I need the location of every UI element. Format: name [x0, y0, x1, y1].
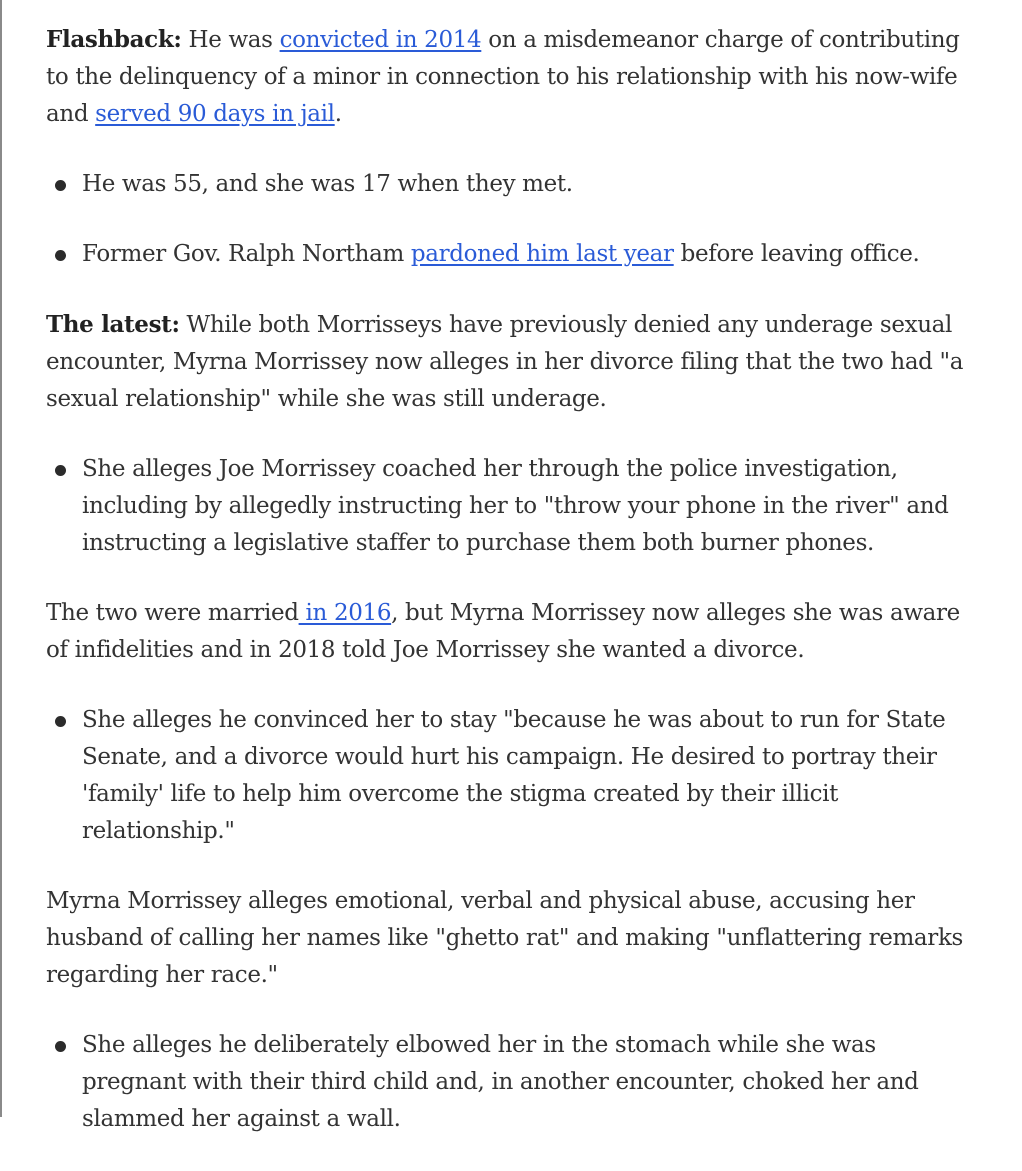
flashback-text-3: . — [334, 101, 342, 127]
latest-label: The latest: — [46, 311, 180, 338]
abuse-bullet-list — [46, 1027, 986, 1138]
list-item — [46, 166, 986, 203]
jail-link[interactable]: served 90 days in jail — [95, 101, 335, 127]
list-item — [46, 236, 986, 273]
latest-text: While both Morrisseys have previously denied any underage sexual encounter, Myrna Morrissey now alleges in her divorce filing that the two had "a sexual relationship" while she was still underage. — [46, 312, 964, 412]
bullet-icon — [55, 465, 66, 476]
left-border — [0, 0, 2, 1117]
bullet-text: before leaving office. — [673, 241, 920, 267]
flashback-bullet-list — [46, 166, 986, 273]
latest-bullet-list — [46, 451, 986, 562]
married-text-2: , but Myrna Morrissey now alleges she was aware of infidelities and in 2018 told Joe Morrissey she wanted a divorce. — [46, 600, 960, 663]
bullet-text: She alleges Joe Morrissey coached her through the police investigation, including by allegedly instructing her to "throw your phone in the river" and instructing a legislative staffer to purchase them both burner phones. — [82, 456, 949, 556]
article-body — [46, 21, 986, 1171]
bullet-text: She alleges he convinced her to stay "because he was about to run for State Senate, and a divorce would hurt his campaign. He desired to portray their 'family' life to help him overcome the stigma created by their illicit relationship." — [82, 707, 946, 844]
latest-paragraph — [46, 306, 986, 418]
married-text-1: The two were married — [46, 600, 299, 626]
married-2016-link[interactable]: in 2016 — [298, 600, 392, 626]
convicted-link[interactable]: convicted in 2014 — [279, 27, 482, 53]
flashback-text-2: on a misdemeanor charge of contributing to the delinquency of a minor in connection to his relationship with his now-wife and — [46, 27, 960, 127]
bullet-text: Former Gov. Ralph Northam — [82, 241, 411, 267]
list-item — [46, 702, 986, 850]
abuse-paragraph: Myrna Morrissey alleges emotional, verbal and physical abuse, accusing her husband of calling her names like "ghetto rat" and making "unflattering remarks regarding her race." — [46, 888, 963, 988]
married-bullet-list — [46, 702, 986, 850]
bullet-icon — [55, 250, 66, 261]
flashback-label: Flashback: — [46, 26, 182, 53]
list-item — [46, 1027, 986, 1138]
married-paragraph — [46, 595, 986, 669]
list-item — [46, 451, 986, 562]
bullet-icon — [55, 716, 66, 727]
bullet-text: He was 55, and she was 17 when they met. — [82, 171, 573, 197]
pardoned-link[interactable]: pardoned him last year — [410, 241, 674, 267]
bullet-icon — [55, 180, 66, 191]
flashback-paragraph — [46, 21, 986, 133]
flashback-text-1: He was — [181, 27, 280, 53]
bullet-text: She alleges he deliberately elbowed her in the stomach while she was pregnant with their third child and, in another encounter, choked her and slammed her against a wall. — [82, 1032, 919, 1132]
bullet-icon — [55, 1041, 66, 1052]
